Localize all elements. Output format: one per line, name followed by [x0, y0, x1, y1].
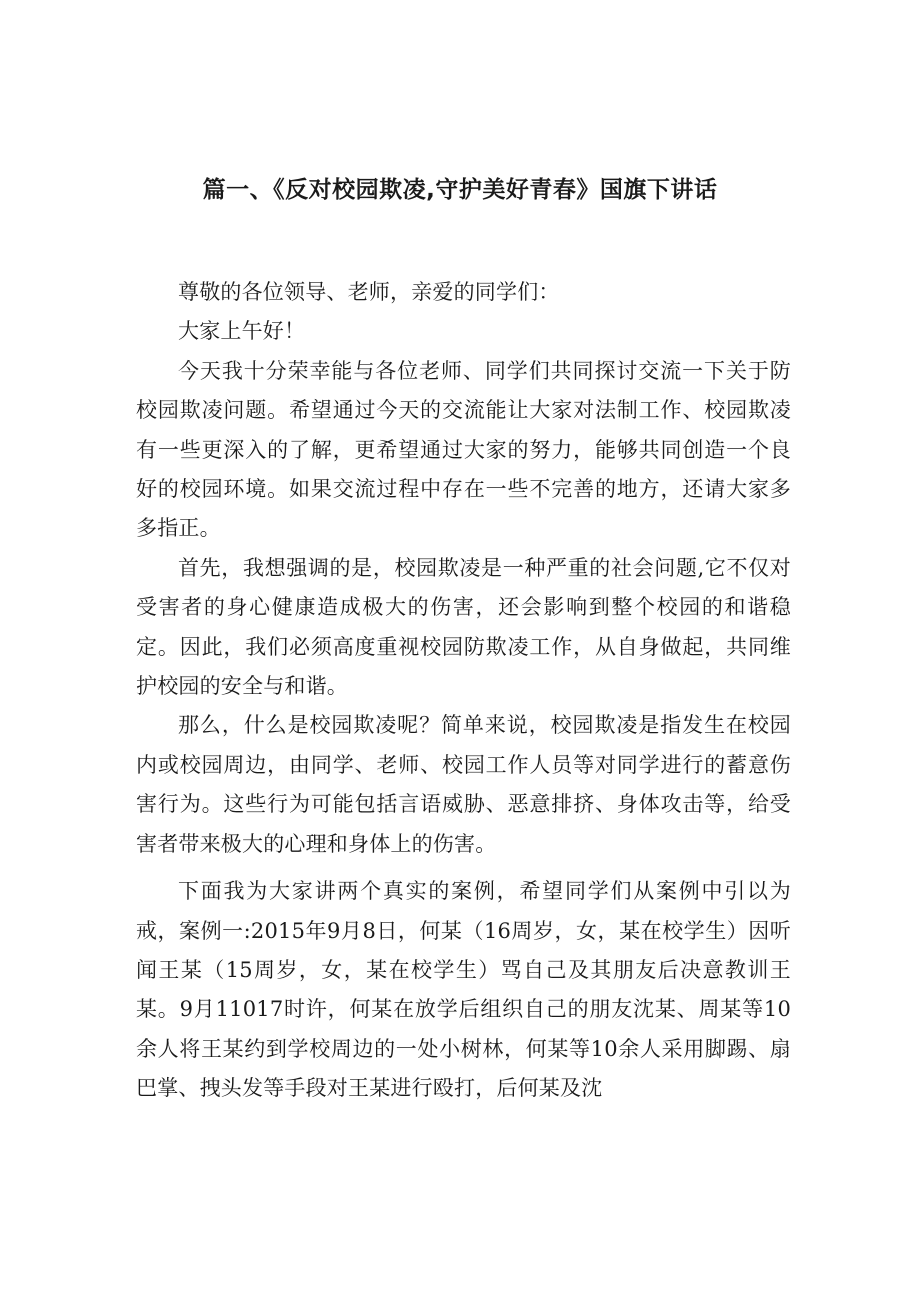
intro-paragraph: 今天我十分荣幸能与各位老师、同学们共同探讨交流一下关于防校园欺凌问题。希望通过今天的交流能让大家对法制工作、校园欺凌有一些更深入的了解，更希望通过大家的努力，能够共同创造一个良好的校园环境。如果交流过程中存在一些不完善的地方，还请大家多多指正。 [136, 358, 791, 541]
greeting-paragraph: 大家上午好！ [178, 319, 306, 344]
case-paragraph: 下面我为大家讲两个真实的案例，希望同学们从案例中引以为戒，案例一:2015年9月8日，何某（16周岁，女，某在校学生）因听闻王某（15周岁，女，某在校学生）骂自己及其朋友后决意教训王某。9月11017时许，何某在放学后组织自己的朋友沈某、周某等10余人将王某约到学校周边的一处小树林，何某等10余人采用脚踢、扇巴掌、拽头发等手段对王某进行殴打，后何某及沈 [136, 879, 791, 1101]
emphasis-paragraph: 首先，我想强调的是，校园欺凌是一种严重的社会问题,它不仅对受害者的身心健康造成极大的伤害，还会影响到整个校园的和谐稳定。因此，我们必须高度重视校园防欺凌工作，从自身做起，共同维护校园的安全与和谐。 [136, 555, 791, 699]
document-body [136, 273, 791, 1109]
definition-paragraph: 那么，什么是校园欺凌呢？简单来说，校园欺凌是指发生在校园内或校园周边，由同学、老师、校园工作人员等对同学进行的蓄意伤害行为。这些行为可能包括言语威胁、恶意排挤、身体攻击等，给受害者带来极大的心理和身体上的伤害。 [136, 713, 791, 856]
document-title: 篇一、《反对校园欺凌,守护美好青春》国旗下讲话 [202, 177, 718, 203]
salutation-paragraph: 尊敬的各位领导、老师，亲爱的同学们： [178, 280, 560, 304]
